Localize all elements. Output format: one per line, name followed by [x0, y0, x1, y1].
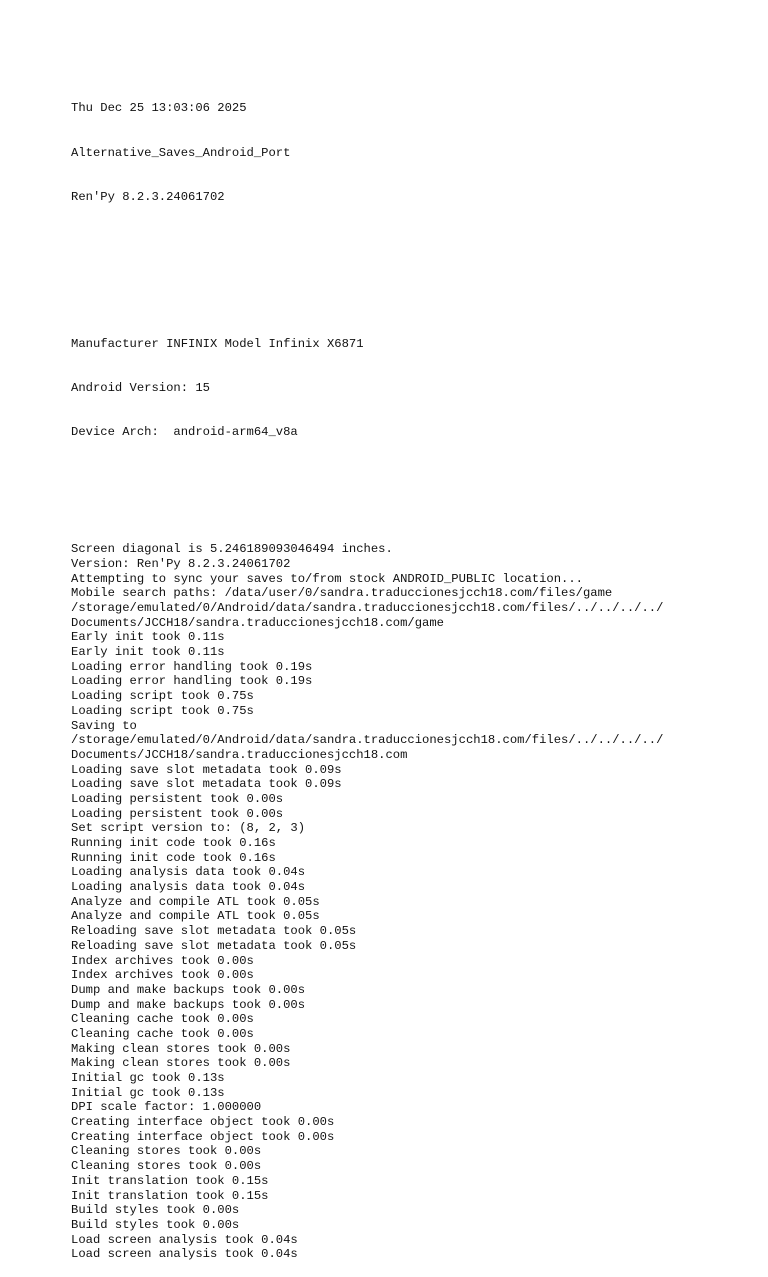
log-line: Initial gc took 0.13s — [71, 1085, 225, 1100]
header-app-name: Alternative_Saves_Android_Port — [71, 145, 291, 160]
log-line: Build styles took 0.00s — [71, 1203, 240, 1218]
log-line: Dump and make backups took 0.00s — [71, 997, 306, 1012]
log-line: /storage/emulated/0/Android/data/sandra.traduccionesjcch18.com/files/../../../../ — [71, 733, 664, 748]
log-line: Index archives took 0.00s — [71, 968, 254, 983]
log-line: Analyze and compile ATL took 0.05s — [71, 894, 320, 909]
log-line: Loading error handling took 0.19s — [71, 659, 313, 674]
log-line: Reloading save slot metadata took 0.05s — [71, 938, 357, 953]
log-line: Making clean stores took 0.00s — [71, 1056, 291, 1071]
log-line: Running init code took 0.16s — [71, 850, 276, 865]
log-line: Loading save slot metadata took 0.09s — [71, 762, 342, 777]
spacer — [71, 248, 751, 292]
log-line: Loading script took 0.75s — [71, 703, 254, 718]
log-line: Documents/JCCH18/sandra.traduccionesjcch18.com/game — [71, 615, 444, 630]
log-line: Loading analysis data took 0.04s — [71, 880, 306, 895]
log-line: DPI scale factor: 1.000000 — [71, 1100, 262, 1115]
log-line: Attempting to sync your saves to/from stock ANDROID_PUBLIC location... — [71, 571, 583, 586]
log-line: Initial gc took 0.13s — [71, 1071, 225, 1086]
log-line: Set script version to: (8, 2, 3) — [71, 821, 306, 836]
log-line: Saving to — [71, 718, 137, 733]
log-line: Load screen analysis took 0.04s — [71, 1232, 298, 1247]
log-document — [71, 72, 751, 1277]
device-manufacturer: Manufacturer INFINIX Model Infinix X6871 — [71, 336, 364, 351]
log-line: Loading analysis data took 0.04s — [71, 865, 306, 880]
log-line: Version: Ren'Py 8.2.3.24061702 — [71, 556, 291, 571]
header-timestamp: Thu Dec 25 13:03:06 2025 — [71, 101, 247, 116]
log-line: Creating interface object took 0.00s — [71, 1129, 335, 1144]
log-line: Loading script took 0.75s — [71, 689, 254, 704]
log-line: Cleaning cache took 0.00s — [71, 1026, 254, 1041]
log-line: Mobile search paths: /data/user/0/sandra.traduccionesjcch18.com/files/game — [71, 586, 613, 601]
header-engine-version: Ren'Py 8.2.3.24061702 — [71, 189, 225, 204]
log-line: Index archives took 0.00s — [71, 953, 254, 968]
log-line: /storage/emulated/0/Android/data/sandra.traduccionesjcch18.com/files/../../../../ — [71, 601, 664, 616]
log-line: Dump and make backups took 0.00s — [71, 982, 306, 997]
log-line: Init translation took 0.15s — [71, 1188, 269, 1203]
log-line: Loading error handling took 0.19s — [71, 674, 313, 689]
log-line: Early init took 0.11s — [71, 645, 225, 660]
log-line: Load screen analysis took 0.04s — [71, 1247, 298, 1262]
device-arch: Device Arch: android-arm64_v8a — [71, 424, 298, 439]
log-line: Analyze and compile ATL took 0.05s — [71, 909, 320, 924]
log-line: Loading save slot metadata took 0.09s — [71, 777, 342, 792]
log-line: Early init took 0.11s — [71, 630, 225, 645]
log-line: Cleaning stores took 0.00s — [71, 1159, 262, 1174]
log-line: Making clean stores took 0.00s — [71, 1041, 291, 1056]
log-line: Reloading save slot metadata took 0.05s — [71, 924, 357, 939]
device-android-version: Android Version: 15 — [71, 380, 210, 395]
log-line: Creating interface object took 0.00s — [71, 1115, 335, 1130]
log-line: Init translation took 0.15s — [71, 1173, 269, 1188]
log-line: Loading persistent took 0.00s — [71, 806, 284, 821]
log-line: Build styles took 0.00s — [71, 1217, 240, 1232]
log-line: Cleaning cache took 0.00s — [71, 1012, 254, 1027]
log-line: Screen diagonal is 5.246189093046494 inches. — [71, 542, 393, 557]
log-line: Documents/JCCH18/sandra.traduccionesjcch18.com — [71, 747, 408, 762]
log-line: Running init code took 0.16s — [71, 836, 276, 851]
log-lines-list — [71, 542, 751, 1262]
log-line: Loading persistent took 0.00s — [71, 791, 284, 806]
log-line: Cleaning stores took 0.00s — [71, 1144, 262, 1159]
spacer — [71, 483, 751, 498]
